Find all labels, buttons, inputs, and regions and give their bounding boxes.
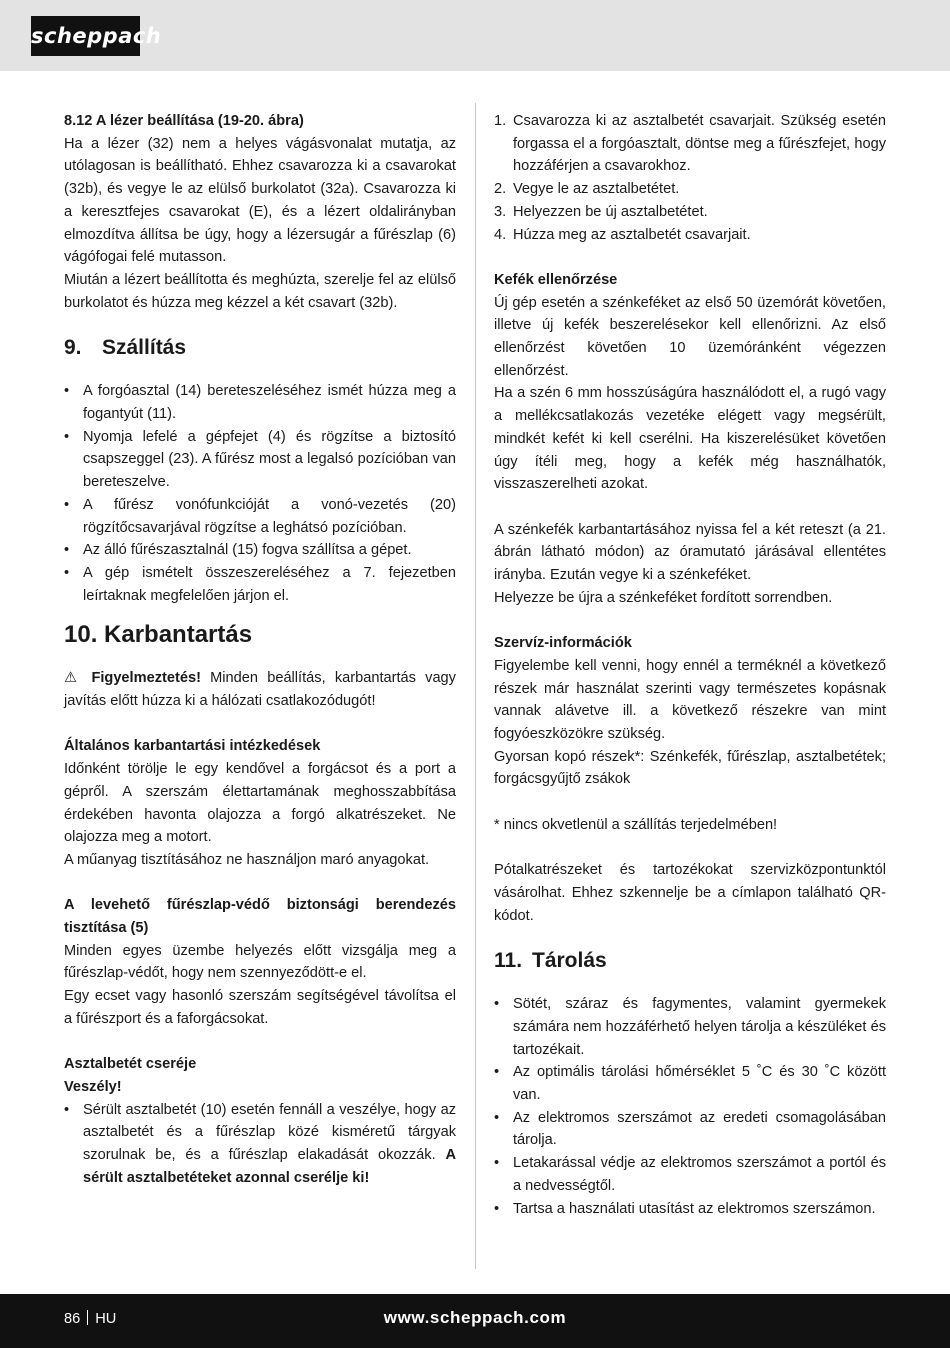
general-maintenance-title: Általános karbantartási intézkedések: [64, 738, 321, 755]
table-insert-title: Asztalbetét cseréje: [64, 1056, 197, 1073]
warning-text: Minden beállítás, karbantartás vagy javítás előtt húzza ki a hálózati csatlakozódugót!: [64, 670, 456, 710]
warning-icon: ⚠: [64, 670, 83, 687]
guard-cleaning-paragraph: Egy ecset vagy hasonló szerszám segítségével távolítsa el a fűrészport és a faforgácsokat.: [64, 988, 456, 1027]
left-column: [64, 110, 456, 1189]
list-item: • A gép ismételt összeszereléséhez a 7. fejezetben leírtaknak megfelelően járjon el.: [64, 562, 456, 607]
general-maintenance-paragraph: A műanyag tisztításához ne használjon maró anyagokat.: [64, 851, 430, 868]
section-8-12-paragraph: Miután a lézert beállította és meghúzta, szerelje fel az elülső burkolatot és húzza meg kézzel a két csavart (32b).: [64, 271, 456, 311]
danger-label: Veszély!: [64, 1078, 122, 1095]
list-item: • Az optimális tárolási hőmérséklet 5 ˚C és 30 ˚C között van.: [494, 1061, 886, 1106]
brush-check-paragraph: Ha a szén 6 mm hosszúságúra használódott el, a rugó vagy a mellékcsatlakozás vezetéke elégett vagy megsérült, mindkét kefét ki kell cserélni. Ha kiszerelésüket követően úgy ítéli meg, hogy a kefék még használhatók, visszaszerelheti azokat.: [494, 385, 886, 493]
section-number: 9.: [64, 336, 82, 360]
step-text: Helyezzen be új asztalbetétet.: [513, 203, 708, 220]
step-number: 3.: [494, 203, 507, 220]
service-info-paragraph: Figyelembe kell venni, hogy ennél a terméknél a következő részek már használat szerinti vagy természetes kopásnak vannak alávetve ill. a következő részekre van mint fogyóeszközökre szükség.: [494, 657, 886, 742]
insert-steps-list: [494, 110, 886, 246]
column-divider: [475, 103, 476, 1269]
step-number: 2.: [494, 181, 507, 198]
list-item: • Sötét, száraz és fagymentes, valamint gyermekek számára nem hozzáférhető helyen tárolja a készüléket és tartozékait.: [494, 993, 886, 1061]
step-text: Csavarozza ki az asztalbetét csavarjait. Szükség esetén forgassa el a forgóasztalt, döntse meg a fűrészfejet, hogy hozzáférjen a csavarokhoz.: [513, 113, 886, 175]
list-item-bold-text: A sérült asztalbetéteket azonnal cserélje ki!: [83, 1147, 456, 1186]
guard-cleaning-title: A levehető fűrészlap-védő biztonsági berendezés tisztítása (5): [64, 897, 456, 937]
scheppach-logo: scheppach: [31, 16, 140, 56]
brush-check-paragraph: Új gép esetén a szénkeféket az első 50 üzemórát követően, illetve új kefék beszerelésekor kell ellenőrizni. Az első ellenőrzést követően 10 üzemóránként végezzen ellenőrzést.: [494, 294, 886, 379]
list-item: [64, 1099, 456, 1190]
list-item: • Tartsa a használati utasítást az elektromos szerszámon.: [494, 1198, 886, 1221]
service-info-title: Szervíz-információk: [494, 635, 632, 652]
step-number: 4.: [494, 226, 507, 243]
list-item: • Az álló fűrészasztalnál (15) fogva szállítsa a gépet.: [64, 539, 456, 562]
section-8-12-title: 8.12 A lézer beállítása (19-20. ábra): [64, 113, 304, 129]
section-10-heading: 10. Karbantartás: [64, 621, 253, 649]
service-info-paragraph: Gyorsan kopó részek*: Szénkefék, fűrészlap, asztalbetétek; forgácsgyűjtő zsákok: [494, 748, 886, 788]
section-number: 11.: [494, 949, 523, 973]
step-item: [494, 224, 886, 247]
table-insert-list: [64, 1099, 456, 1190]
section-8-12-paragraph: Ha a lézer (32) nem a helyes vágásvonalat mutatja, az utólagosan is beállítható. Ehhez csavarozza ki a csavarokat (32b), és vegye le az elülső burkolatot (32a). Csavarozza ki a keresztfejes csavarokat (E), és a lézert oldalirányban elmozdítva állítsa be úgy, hogy a lézersugár a fűrészlap (6) vágófogai felé mutasson.: [64, 135, 456, 266]
step-item: [494, 110, 886, 178]
list-item: • A forgóasztal (14) bereteszeléséhez ismét húzza meg a fogantyút (11).: [64, 380, 456, 425]
service-info-note: * nincs okvetlenül a szállítás terjedelmében!: [494, 816, 778, 833]
list-item: • Nyomja lefelé a gépfejet (4) és rögzítse a biztosító csapszeggel (23). A fűrész most a legalsó pozícióban van bereteszelve.: [64, 426, 456, 494]
list-item: • A fűrész vonófunkcióját a vonó-vezetés (20) rögzítőcsavarjával rögzítse a leghátsó pozícióban.: [64, 494, 456, 539]
storage-list: [494, 993, 886, 1220]
page-header: [0, 0, 950, 71]
guard-cleaning-paragraph: Minden egyes üzembe helyezés előtt vizsgálja meg a fűrészlap-védőt, hogy nem szennyeződött-e el.: [64, 942, 456, 982]
step-item: [494, 178, 886, 201]
right-column: [494, 110, 886, 1220]
service-info-paragraph: Pótalkatrészeket és tartozékokat szervizközpontunktól vásárolhat. Ehhez szkennelje be a címlapon található QR-kódot.: [494, 862, 886, 924]
section-title: Szállítás: [102, 336, 187, 360]
brush-check-paragraph: A szénkefék karbantartásához nyissa fel a két reteszt (a 21. ábrán látható módon) az óramutató járásával ellentétes irányba. Ezután vegye ki a szénkeféket.: [494, 521, 886, 584]
step-number: 1.: [494, 113, 507, 129]
website-url: www.scheppach.com: [383, 1308, 567, 1327]
section-9-heading: [64, 334, 456, 362]
section-11-heading: [494, 947, 886, 975]
warning-label: Figyelmeztetés!: [91, 670, 201, 687]
brush-check-title: Kefék ellenőrzése: [494, 271, 618, 288]
general-maintenance-paragraph: Időnként törölje le egy kendővel a forgácsot és a port a gépről. A szerszám élettartamának meghosszabbítása érdekében havonta olajozza a forgó alkatrészeket. Ne olajozza meg a motort.: [64, 761, 456, 846]
step-text: Vegye le az asztalbetétet.: [513, 181, 680, 198]
step-item: [494, 201, 886, 224]
warning-paragraph: [64, 667, 456, 712]
page-footer: [0, 1294, 950, 1348]
list-item-text: Sérült asztalbetét (10) esetén fennáll a veszélye, hogy az asztalbetét és a fűrészlap közé kisméretű tárgyak szorulnak be, és a fűrészlap elakadását okozzák.: [83, 1101, 456, 1164]
transport-list: [64, 380, 456, 607]
list-item: • Az elektromos szerszámot az eredeti csomagolásában tárolja.: [494, 1107, 886, 1152]
language-code: HU: [95, 1311, 117, 1327]
brush-check-paragraph: Helyezze be újra a szénkeféket fordított sorrendben.: [494, 589, 833, 606]
step-text: Húzza meg az asztalbetét csavarjait.: [513, 226, 751, 243]
list-item: • Letakarással védje az elektromos szerszámot a portól és a nedvességtől.: [494, 1152, 886, 1197]
page-number: 86: [64, 1311, 81, 1327]
section-title: Tárolás: [532, 949, 607, 973]
